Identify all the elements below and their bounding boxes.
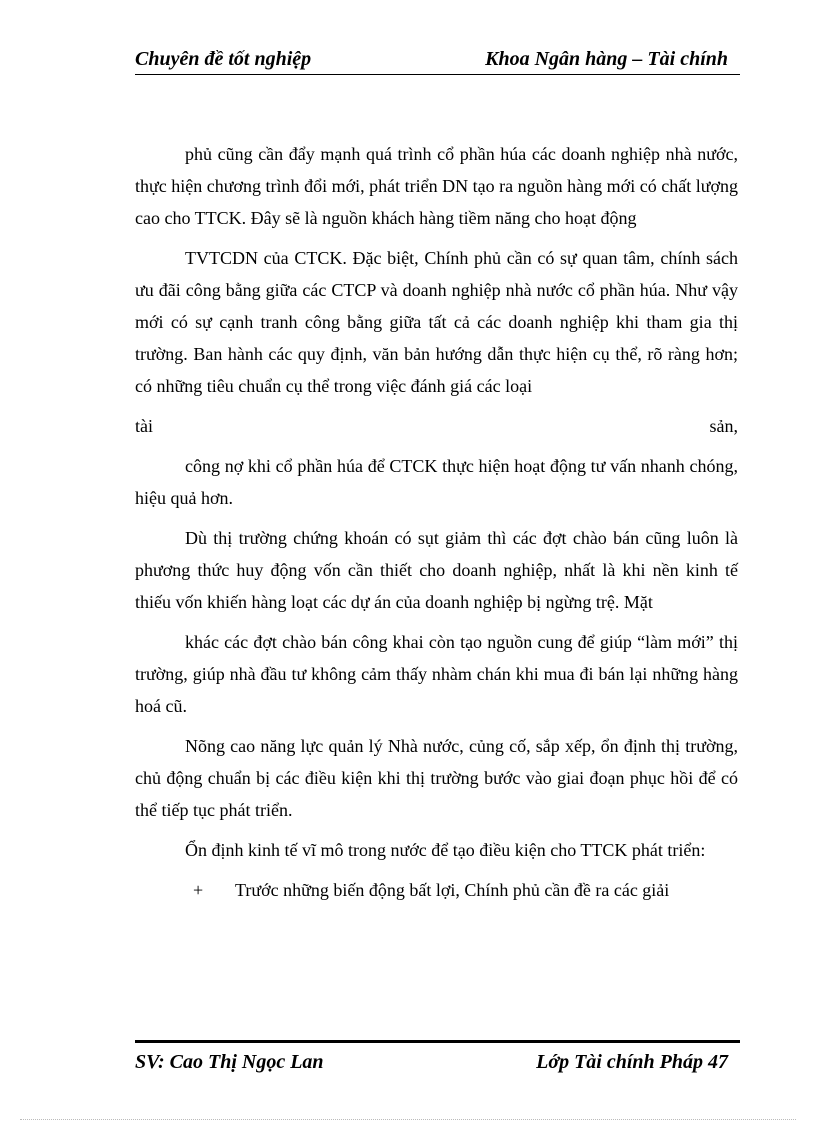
footer-student-name: SV: Cao Thị Ngọc Lan — [135, 1051, 324, 1073]
paragraph: TVTCDN của CTCK. Đặc biệt, Chính phủ cần có sự quan tâm, chính sách ưu đãi công bằng giữa các CTCP và doanh nghiệp nhà nước cổ phần húa. Như vậy mới có sự cạnh tranh công bằng giữa tất cả các doanh nghiệp khi tham gia thị trường. Ban hành các quy định, văn bản hướng dẫn thực hiện cụ thể, rõ ràng hơn; có những tiêu chuẩn cụ thể trong việc đánh giá các loại — [135, 248, 738, 396]
paragraph: tài sản, — [135, 416, 738, 436]
paragraph: Dù thị trường chứng khoán có sụt giảm thì các đợt chào bán cũng luôn là phương thức huy động vốn cần thiết cho doanh nghiệp, nhất là khi nền kinh tế thiếu vốn khiến hàng loạt các dự án của doanh nghiệp bị ngừng trệ. Mặt — [135, 528, 738, 612]
page-footer — [135, 1040, 740, 1081]
header-right-title: Khoa Ngân hàng – Tài chính — [485, 48, 728, 70]
page-header — [135, 48, 740, 75]
bullet-symbol: + — [193, 880, 204, 900]
paragraph: Nõng cao năng lực quản lý Nhà nước, củng cố, sắp xếp, ổn định thị trường, chủ động chuẩn bị các điều kiện khi thị trường bước vào giai đoạn phục hồi để có thể tiếp tục phát triển. — [135, 736, 738, 820]
page-bottom-dotted-divider — [20, 1119, 796, 1120]
paragraph: khác các đợt chào bán công khai còn tạo nguồn cung để giúp “làm mới” thị trường, giúp nhà đầu tư không cảm thấy nhàm chán khi mua đi bán lại những hàng hoá cũ. — [135, 632, 738, 716]
paragraph: Ổn định kinh tế vĩ mô trong nước để tạo điều kiện cho TTCK phát triển: — [185, 840, 706, 860]
paragraph: phủ cũng cần đẩy mạnh quá trình cổ phần húa các doanh nghiệp nhà nước, thực hiện chương trình đổi mới, phát triển DN tạo ra nguồn hàng mới có chất lượng cao cho TTCK. Đây sẽ là nguồn khách hàng tiềm năng cho hoạt động — [135, 144, 738, 228]
footer-class-name: Lớp Tài chính Pháp 47 — [536, 1051, 728, 1073]
document-body — [135, 138, 738, 900]
bullet-text: Trước những biến động bất lợi, Chính phủ cần đề ra các giải — [235, 880, 670, 900]
paragraph: công nợ khi cổ phần húa để CTCK thực hiện hoạt động tư vấn nhanh chóng, hiệu quả hơn. — [135, 456, 738, 508]
header-left-title: Chuyên đề tốt nghiệp — [135, 48, 312, 70]
